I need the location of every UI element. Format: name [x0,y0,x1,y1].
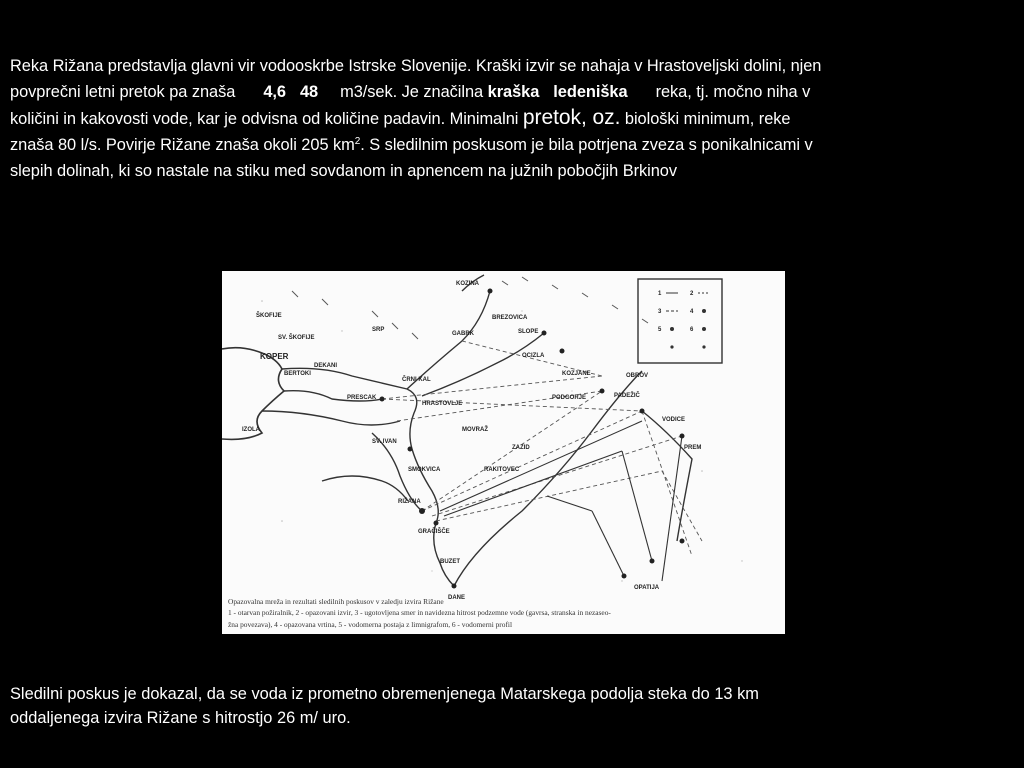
label-podgorje: PODGORJE [552,395,587,401]
intro-line-2 [10,79,1014,105]
label-zazid: ZAZID [512,445,530,451]
label-buzet: BUZET [440,559,460,565]
label-dane: DANE [448,595,466,601]
conclusion-line-2: oddaljenega izvira Rižane s hitrostjo 26 m/ uro. [10,709,351,727]
label-bertoki: BERTOKI [284,371,311,377]
conclusion-paragraph [10,682,1014,730]
label-kozina: KOZINA [456,281,479,287]
legend-2: 2 [690,291,694,297]
tracer-map-svg [222,271,785,634]
intro-line-5 [10,158,1014,184]
label-koper: KOPER [260,352,289,361]
label-gracisce: GRAČIŠČE [418,529,450,535]
flow-min-value: 4,6 [263,83,286,101]
label-sv-ivan: SV. IVAN [372,439,397,445]
intro-line-1-text: Reka Rižana predstavlja glavni vir vodooskrbe Istrske Slovenije. Kraški izvir se nahaja v Hrastoveljski dolini, njen [10,57,822,75]
label-opatija: OPATIJA [634,585,660,591]
intro-line-2a: povprečni letni pretok pa znaša [10,83,236,101]
tracer-map-figure [222,271,785,634]
label-srp: SRP [372,327,385,333]
legend-3: 3 [658,309,662,315]
label-prescak: PRESCAK [347,395,377,401]
label-obrov: OBROV [626,373,649,379]
label-ocizla: OCIZLA [522,353,545,359]
label-hrastovlje: HRASTOVLJE [422,401,463,407]
karst-term: kraška [487,83,540,101]
legend-1: 1 [658,291,662,297]
label-izola: IZOLA [242,427,260,433]
legend-6: 6 [690,327,694,333]
label-kozjane: KOZJANE [562,371,591,377]
label-sv-skofije: SV. ŠKOFIJE [278,335,315,341]
label-skofije: ŠKOFIJE [256,313,282,319]
flow-max-value: 48 [299,83,319,101]
intro-line-3a: količini in kakovosti vode, kar je odvisna od količine padavin. Minimalni [10,110,519,128]
label-prem: PREM [684,445,702,451]
caption-line-3: žna povezava), 4 - opazovana vrtina, 5 - vodomerna postaja z limnigrafom, 6 - vodomerni profil [228,620,513,629]
intro-line-3b: biološki minimum, reke [624,110,791,128]
label-gabrk: GABRK [452,331,474,337]
legend-4: 4 [690,309,694,315]
legend-5: 5 [658,327,662,333]
km-superscript: 2 [354,136,361,147]
label-vodice: VODICE [662,417,686,423]
intro-line-4a: znaša 80 l/s. Povirje Rižane znaša okoli 205 km [10,136,355,154]
intro-line-2c: reka, tj. močno niha v [655,83,811,101]
caption-line-2: 1 - otarvan požiralnik, 2 - opazovani izvir, 3 - ugotovljena smer in navidezna hitrost podzemne vode (gavrsa, stranska in nezaseo- [228,608,611,617]
label-dekani: DEKANI [314,363,338,369]
label-brezovica: BREZOVICA [492,315,528,321]
label-padezic: PADEŽIČ [614,393,640,399]
conclusion-line-1: Sledilni poskus je dokazal, da se voda iz prometno obremenjenega Matarskega podolja steka do 13 km [10,685,759,703]
caption-line-1: Opazovalna mreža in rezultati sledilnih poskusov v zaledju izvira Rižane [228,597,444,606]
label-slope: SLOPE [518,329,539,335]
label-smokvica: SMOKVICA [408,467,441,473]
intro-line-4 [10,132,1014,158]
label-crni-kal: ČRNI KAL [402,377,431,383]
intro-line-2b: m3/sek. Je značilna [340,83,484,101]
intro-paragraph [10,53,1014,184]
intro-line-4b: . S sledilnim poskusom je bila potrjena zveza s ponikalnicami v [360,136,813,154]
pretok-large-text: pretok, oz. [522,106,621,129]
label-movraz: MOVRAŽ [462,427,488,433]
intro-line-5-text: slepih dolinah, ki so nastale na stiku med sovdanom in apnencem na južnih pobočjih Brkinov [10,162,678,180]
intro-line-1 [10,53,1014,79]
intro-line-3 [10,105,1014,132]
label-rizana: RIŽANA [398,499,421,505]
label-rakitovec: RAKITOVEC [484,467,520,473]
glacial-term: ledeniška [553,83,628,101]
